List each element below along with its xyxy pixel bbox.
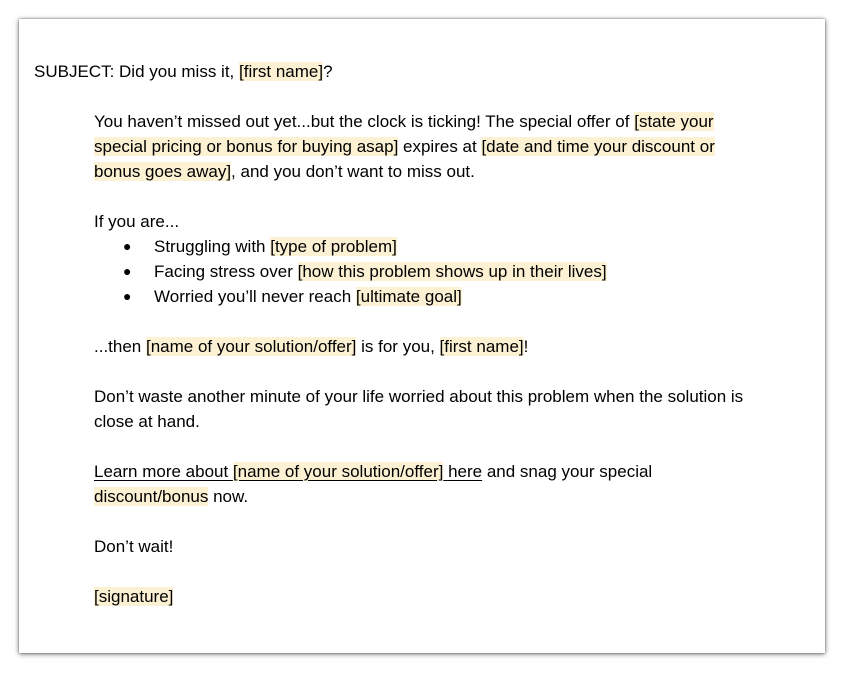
list-item [154,284,462,309]
intro-line-3 [94,159,475,184]
intro-text: , and you don’t want to miss out. [231,162,475,181]
link-text-end[interactable]: here [443,462,483,481]
learn-more-text: now. [208,487,249,506]
then-suffix: ! [523,337,529,356]
deadline-placeholder: [date and time your discount or [481,137,715,156]
special-pricing-placeholder: [state your [634,112,714,131]
deadline-placeholder-cont: bonus goes away] [94,162,232,181]
then-middle: is for you, [356,337,440,356]
subject-prefix: SUBJECT: Did you miss it, [34,62,239,81]
bullet-text: Struggling with [154,237,271,256]
intro-line-1 [94,109,714,134]
if-you-are-line: If you are... [94,212,180,231]
bullet-dot: ● [123,288,132,304]
then-line [94,334,528,359]
special-pricing-placeholder-cont: special pricing or bonus for buying asap] [94,137,399,156]
learn-more-link[interactable] [94,462,482,481]
first-name-placeholder: [first name] [439,337,524,356]
bullet-text: Facing stress over [154,262,298,281]
learn-more-text: and snag your special [482,462,653,481]
learn-more-line-2 [94,484,248,509]
subject-suffix: ? [323,62,333,81]
dont-wait-line: Don’t wait! [94,537,174,556]
intro-text: You haven’t missed out yet...but the clock is ticking! The special offer of [94,112,635,131]
intro-line-2 [94,134,715,159]
list-item [154,259,607,284]
discount-bonus-placeholder: discount/bonus [94,487,209,506]
list-item [154,234,397,259]
problem-impact-placeholder: [how this problem shows up in their lives] [297,262,607,281]
solution-name-placeholder: [name of your solution/offer] [145,337,357,356]
bullet-dot: ● [123,263,132,279]
email-template-page [19,19,825,653]
bullet-text: Worried you’ll never reach [154,287,356,306]
bullet-dot: ● [123,238,132,254]
then-prefix: ...then [94,337,146,356]
subject-line [34,59,333,84]
link-text[interactable]: Learn more about [94,462,233,481]
solution-name-placeholder[interactable]: [name of your solution/offer] [232,462,444,481]
first-name-placeholder: [first name] [239,62,324,81]
dont-waste-line-2: close at hand. [94,412,200,431]
intro-text: expires at [398,137,482,156]
problem-type-placeholder: [type of problem] [270,237,397,256]
learn-more-line-1 [94,459,652,484]
signature-line [94,584,173,609]
dont-waste-line-1: Don’t waste another minute of your life worried about this problem when the solution is [94,387,744,406]
ultimate-goal-placeholder: [ultimate goal] [355,287,462,306]
signature-placeholder: [signature] [94,587,174,606]
